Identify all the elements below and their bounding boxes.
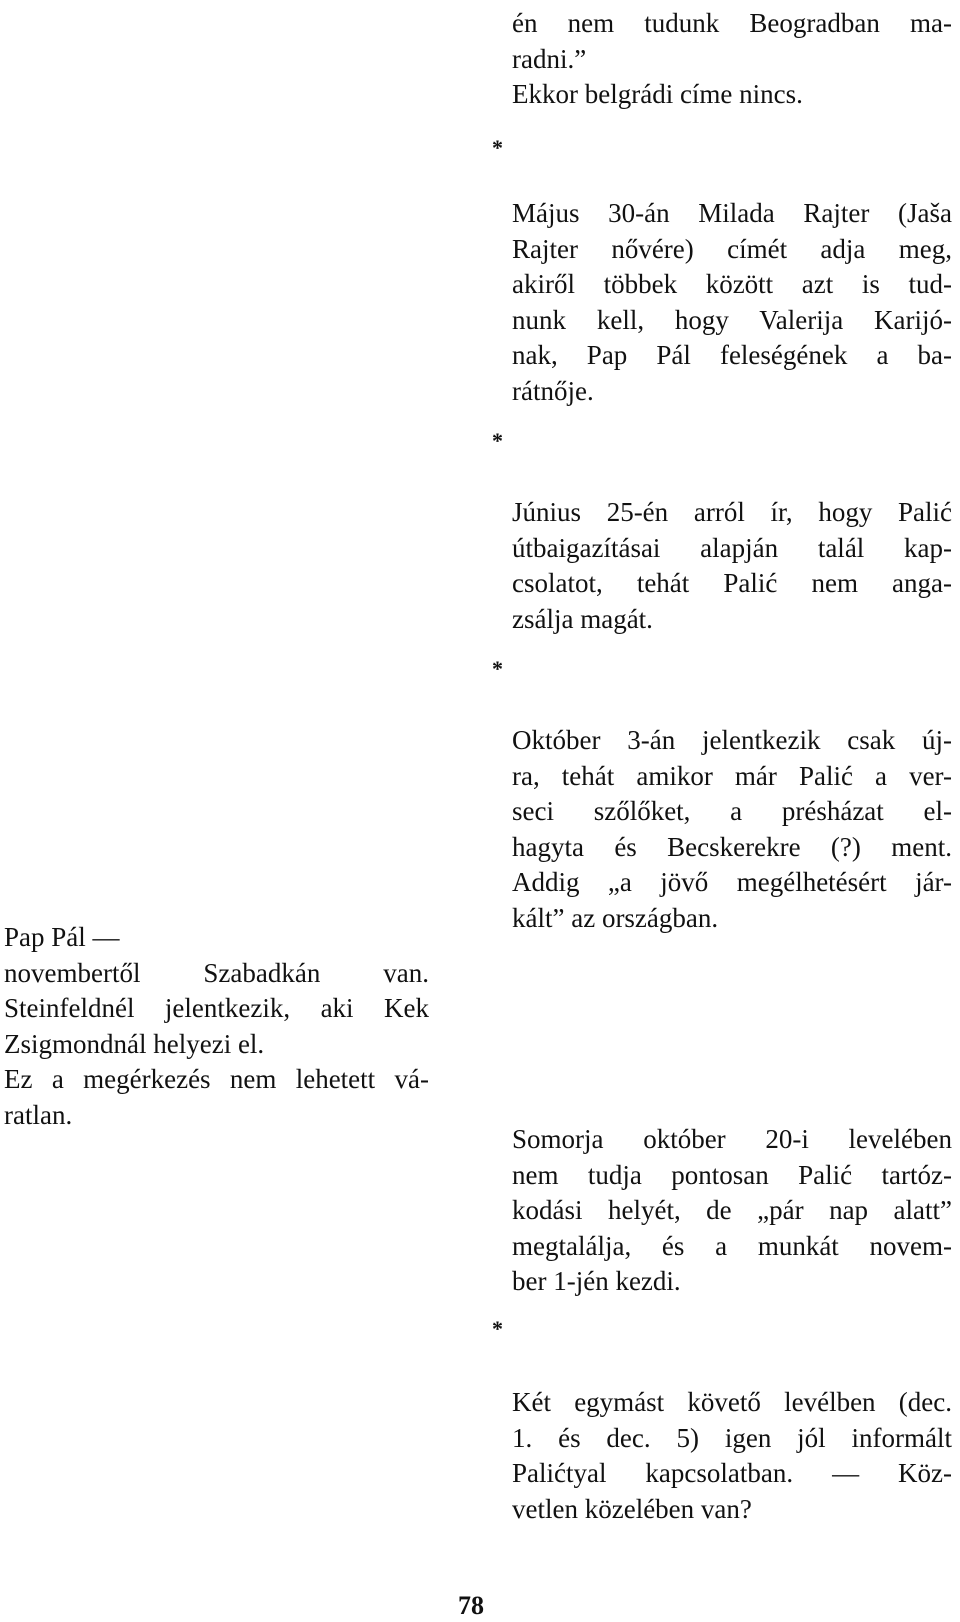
- section-separator: *: [492, 1316, 503, 1341]
- text-line: nunk kell, hogy Valerija Karijó-: [512, 304, 952, 335]
- text-line: útbaigazításai alapján talál kap-: [512, 532, 952, 563]
- paragraph-2: [512, 196, 952, 409]
- paragraph-5: [512, 1122, 952, 1300]
- text-line: radni.”: [512, 43, 587, 74]
- text-line: Steinfeldnél jelentkezik, aki Kek: [4, 993, 429, 1023]
- text-line: ber 1-jén kezdi.: [512, 1266, 681, 1296]
- margin-note-title: Pap Pál —: [4, 922, 120, 952]
- text-line: csolatot, tehát Palić nem anga-: [512, 568, 952, 598]
- margin-note: [4, 920, 429, 1133]
- text-line: rátnője.: [512, 375, 594, 406]
- text-line: Addig „a jövő megélhetésért jár-: [512, 867, 952, 897]
- text-line: Palićtyal kapcsolatban. — Köz-: [512, 1458, 952, 1488]
- text-line: megtalálja, és a munkát novem-: [512, 1230, 952, 1261]
- text-line: Október 3-án jelentkezik csak új-: [512, 725, 952, 755]
- text-line: novembertől Szabadkán van.: [4, 957, 429, 988]
- text-line: kodási helyét, de „pár nap alatt”: [512, 1195, 952, 1225]
- text-line: zsálja magát.: [512, 603, 653, 634]
- text-line: Ez a megérkezés nem lehetett vá-: [4, 1064, 429, 1094]
- text-line: nem tudja pontosan Palić tartóz-: [512, 1159, 952, 1190]
- text-line: kált” az országban.: [512, 902, 719, 933]
- paragraph-1: [512, 6, 952, 113]
- paragraph-3: [512, 495, 952, 637]
- text-line: Június 25-én arról ír, hogy Palić: [512, 497, 952, 527]
- page-number: 78: [458, 1591, 484, 1620]
- text-line: 1. és dec. 5) igen jól informált: [512, 1422, 952, 1453]
- text-line: akiről többek között azt is tud-: [512, 269, 952, 299]
- paragraph-4: [512, 723, 952, 936]
- text-line: Két egymást követő levélben (dec.: [512, 1387, 952, 1417]
- text-line: ratlan.: [4, 1099, 73, 1130]
- text-line: hagyta és Becskerekre (?) ment.: [512, 831, 952, 862]
- text-line: Ekkor belgrádi címe nincs.: [512, 79, 803, 109]
- text-line: Május 30-án Milada Rajter (Jaša: [512, 198, 952, 228]
- text-line: Somorja október 20-i levelében: [512, 1124, 952, 1154]
- section-separator: *: [492, 135, 503, 160]
- text-line: Zsigmondnál helyezi el.: [4, 1028, 265, 1059]
- text-line: én nem tudunk Beogradban ma-: [512, 8, 952, 38]
- text-line: Rajter nővére) címét adja meg,: [512, 233, 952, 264]
- text-line: seci szőlőket, a présházat el-: [512, 796, 952, 826]
- text-line: ra, tehát amikor már Palić a ver-: [512, 760, 952, 791]
- paragraph-6: [512, 1385, 952, 1527]
- section-separator: *: [492, 656, 503, 681]
- section-separator: *: [492, 428, 503, 453]
- text-line: nak, Pap Pál feleségének a ba-: [512, 340, 952, 370]
- text-line: vetlen közelében van?: [512, 1493, 752, 1524]
